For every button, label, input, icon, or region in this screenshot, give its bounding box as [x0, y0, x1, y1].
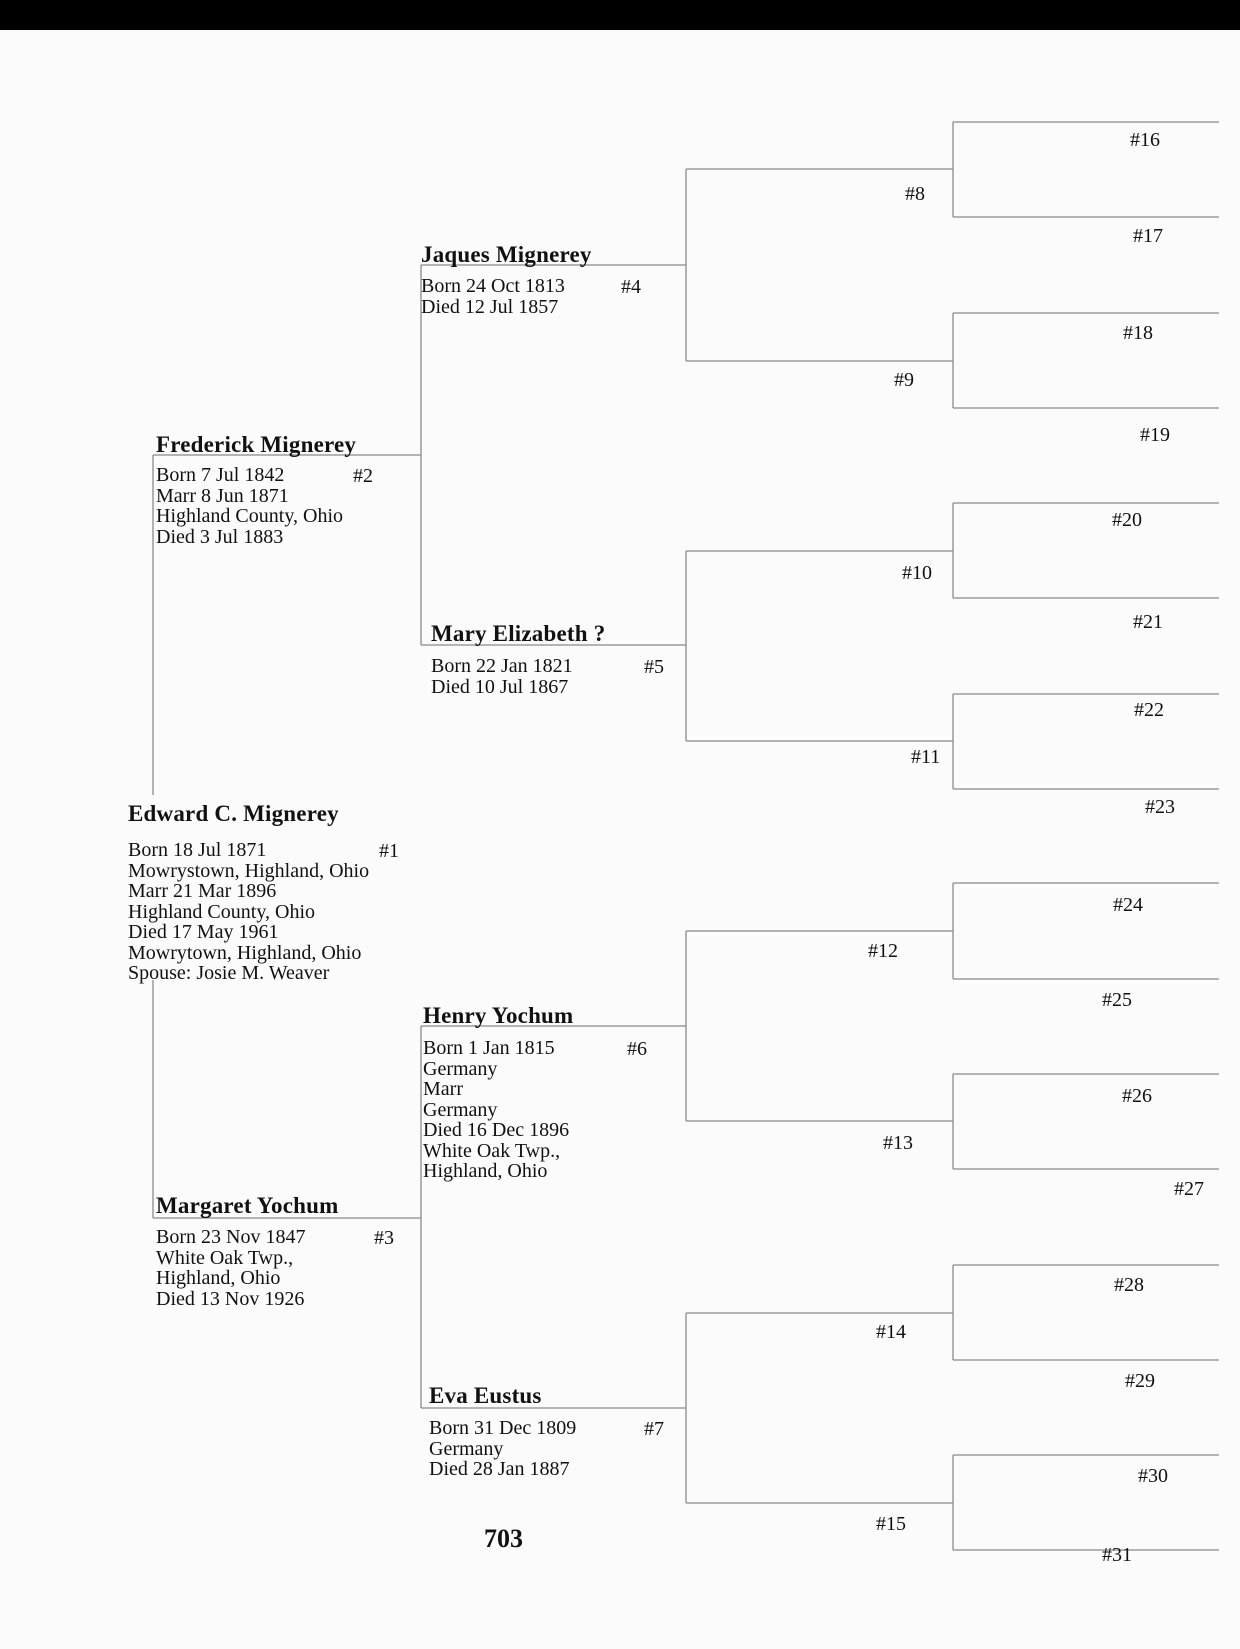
person-4-number: #4 [621, 276, 641, 298]
ancestor-number: #18 [1123, 322, 1153, 344]
person-7-line: Born 31 Dec 1809 [429, 1417, 577, 1439]
ancestor-number: #15 [876, 1513, 906, 1535]
ancestor-number: #23 [1145, 796, 1175, 818]
ancestor-number: #10 [902, 562, 932, 584]
ancestor-number: #14 [876, 1321, 906, 1343]
ancestor-number: #13 [883, 1132, 913, 1154]
ancestor-number: #9 [894, 369, 914, 391]
person-3-number: #3 [374, 1227, 394, 1249]
ancestor-number: #30 [1138, 1465, 1168, 1487]
person-7-name: Eva Eustus [429, 1383, 542, 1408]
person-1-details [128, 840, 369, 984]
ancestor-number: #25 [1102, 989, 1132, 1011]
ancestor-number: #19 [1140, 424, 1170, 446]
person-1-line: Died 17 May 1961 [128, 921, 279, 943]
ancestor-number: #26 [1122, 1085, 1152, 1107]
ancestor-number: #16 [1130, 129, 1160, 151]
person-2-name: Frederick Mignerey [156, 432, 357, 457]
person-1-line: Marr 21 Mar 1896 [128, 880, 277, 902]
person-5-line: Born 22 Jan 1821 [431, 655, 573, 677]
person-3-name: Margaret Yochum [156, 1193, 339, 1218]
page-number: 703 [484, 1524, 523, 1553]
person-2-line: Highland County, Ohio [156, 505, 344, 527]
person-7-number: #7 [644, 1418, 664, 1440]
person-1-line: Mowrytown, Highland, Ohio [128, 941, 362, 964]
ancestor-number: #29 [1125, 1370, 1155, 1392]
person-1-number: #1 [379, 840, 399, 862]
ancestor-number: #12 [868, 940, 898, 962]
ancestor-number: #27 [1174, 1178, 1204, 1200]
person-7-line: Germany [429, 1437, 504, 1460]
ancestor-number: #20 [1112, 509, 1142, 531]
person-7-details [429, 1418, 576, 1480]
person-2-number: #2 [353, 465, 373, 487]
person-1-line: Born 18 Jul 1871 [128, 839, 267, 861]
person-6-details [423, 1038, 569, 1182]
person-3-line: Died 13 Nov 1926 [156, 1287, 305, 1310]
ancestor-number: #17 [1133, 225, 1163, 247]
person-6-line: Died 16 Dec 1896 [423, 1119, 570, 1141]
ancestor-number: #8 [905, 183, 925, 205]
ancestor-number: #31 [1102, 1544, 1132, 1566]
person-7-line: Died 28 Jan 1887 [429, 1458, 570, 1480]
ancestor-number: #28 [1114, 1274, 1144, 1296]
person-6-line: Germany [423, 1057, 498, 1080]
person-5-details [431, 656, 573, 697]
person-1-line: Mowrystown, Highland, Ohio [128, 859, 370, 882]
person-6-line: Marr [423, 1078, 463, 1100]
person-3-line: Born 23 Nov 1847 [156, 1226, 306, 1248]
person-6-line: White Oak Twp., [423, 1139, 561, 1162]
person-5-number: #5 [644, 656, 664, 678]
person-1-name: Edward C. Mignerey [128, 801, 339, 826]
person-1-line: Spouse: Josie M. Weaver [128, 962, 330, 984]
ancestor-number: #21 [1133, 611, 1163, 633]
ancestor-number: #22 [1134, 699, 1164, 721]
person-6-number: #6 [627, 1038, 647, 1060]
person-4-line: Died 12 Jul 1857 [421, 295, 559, 318]
ancestor-number: #24 [1113, 894, 1143, 916]
person-3-details [156, 1227, 305, 1309]
person-5-name: Mary Elizabeth ? [431, 621, 606, 646]
person-2-line: Marr 8 Jun 1871 [156, 484, 289, 507]
person-3-line: White Oak Twp., [156, 1246, 294, 1269]
person-4-line: Born 24 Oct 1813 [421, 275, 565, 297]
person-2-details [156, 465, 343, 547]
ancestor-number: #11 [911, 746, 941, 768]
person-6-line: Germany [423, 1098, 498, 1121]
person-4-name: Jaques Mignerey [421, 242, 592, 267]
person-1-line: Highland County, Ohio [128, 900, 316, 923]
person-6-line: Highland, Ohio [423, 1160, 548, 1182]
person-6-name: Henry Yochum [423, 1003, 574, 1028]
person-2-line: Died 3 Jul 1883 [156, 525, 284, 548]
person-4-details [421, 276, 565, 317]
person-3-line: Highland, Ohio [156, 1267, 281, 1289]
person-2-line: Born 7 Jul 1842 [156, 464, 285, 486]
person-5-line: Died 10 Jul 1867 [431, 675, 569, 698]
person-6-line: Born 1 Jan 1815 [423, 1037, 555, 1059]
